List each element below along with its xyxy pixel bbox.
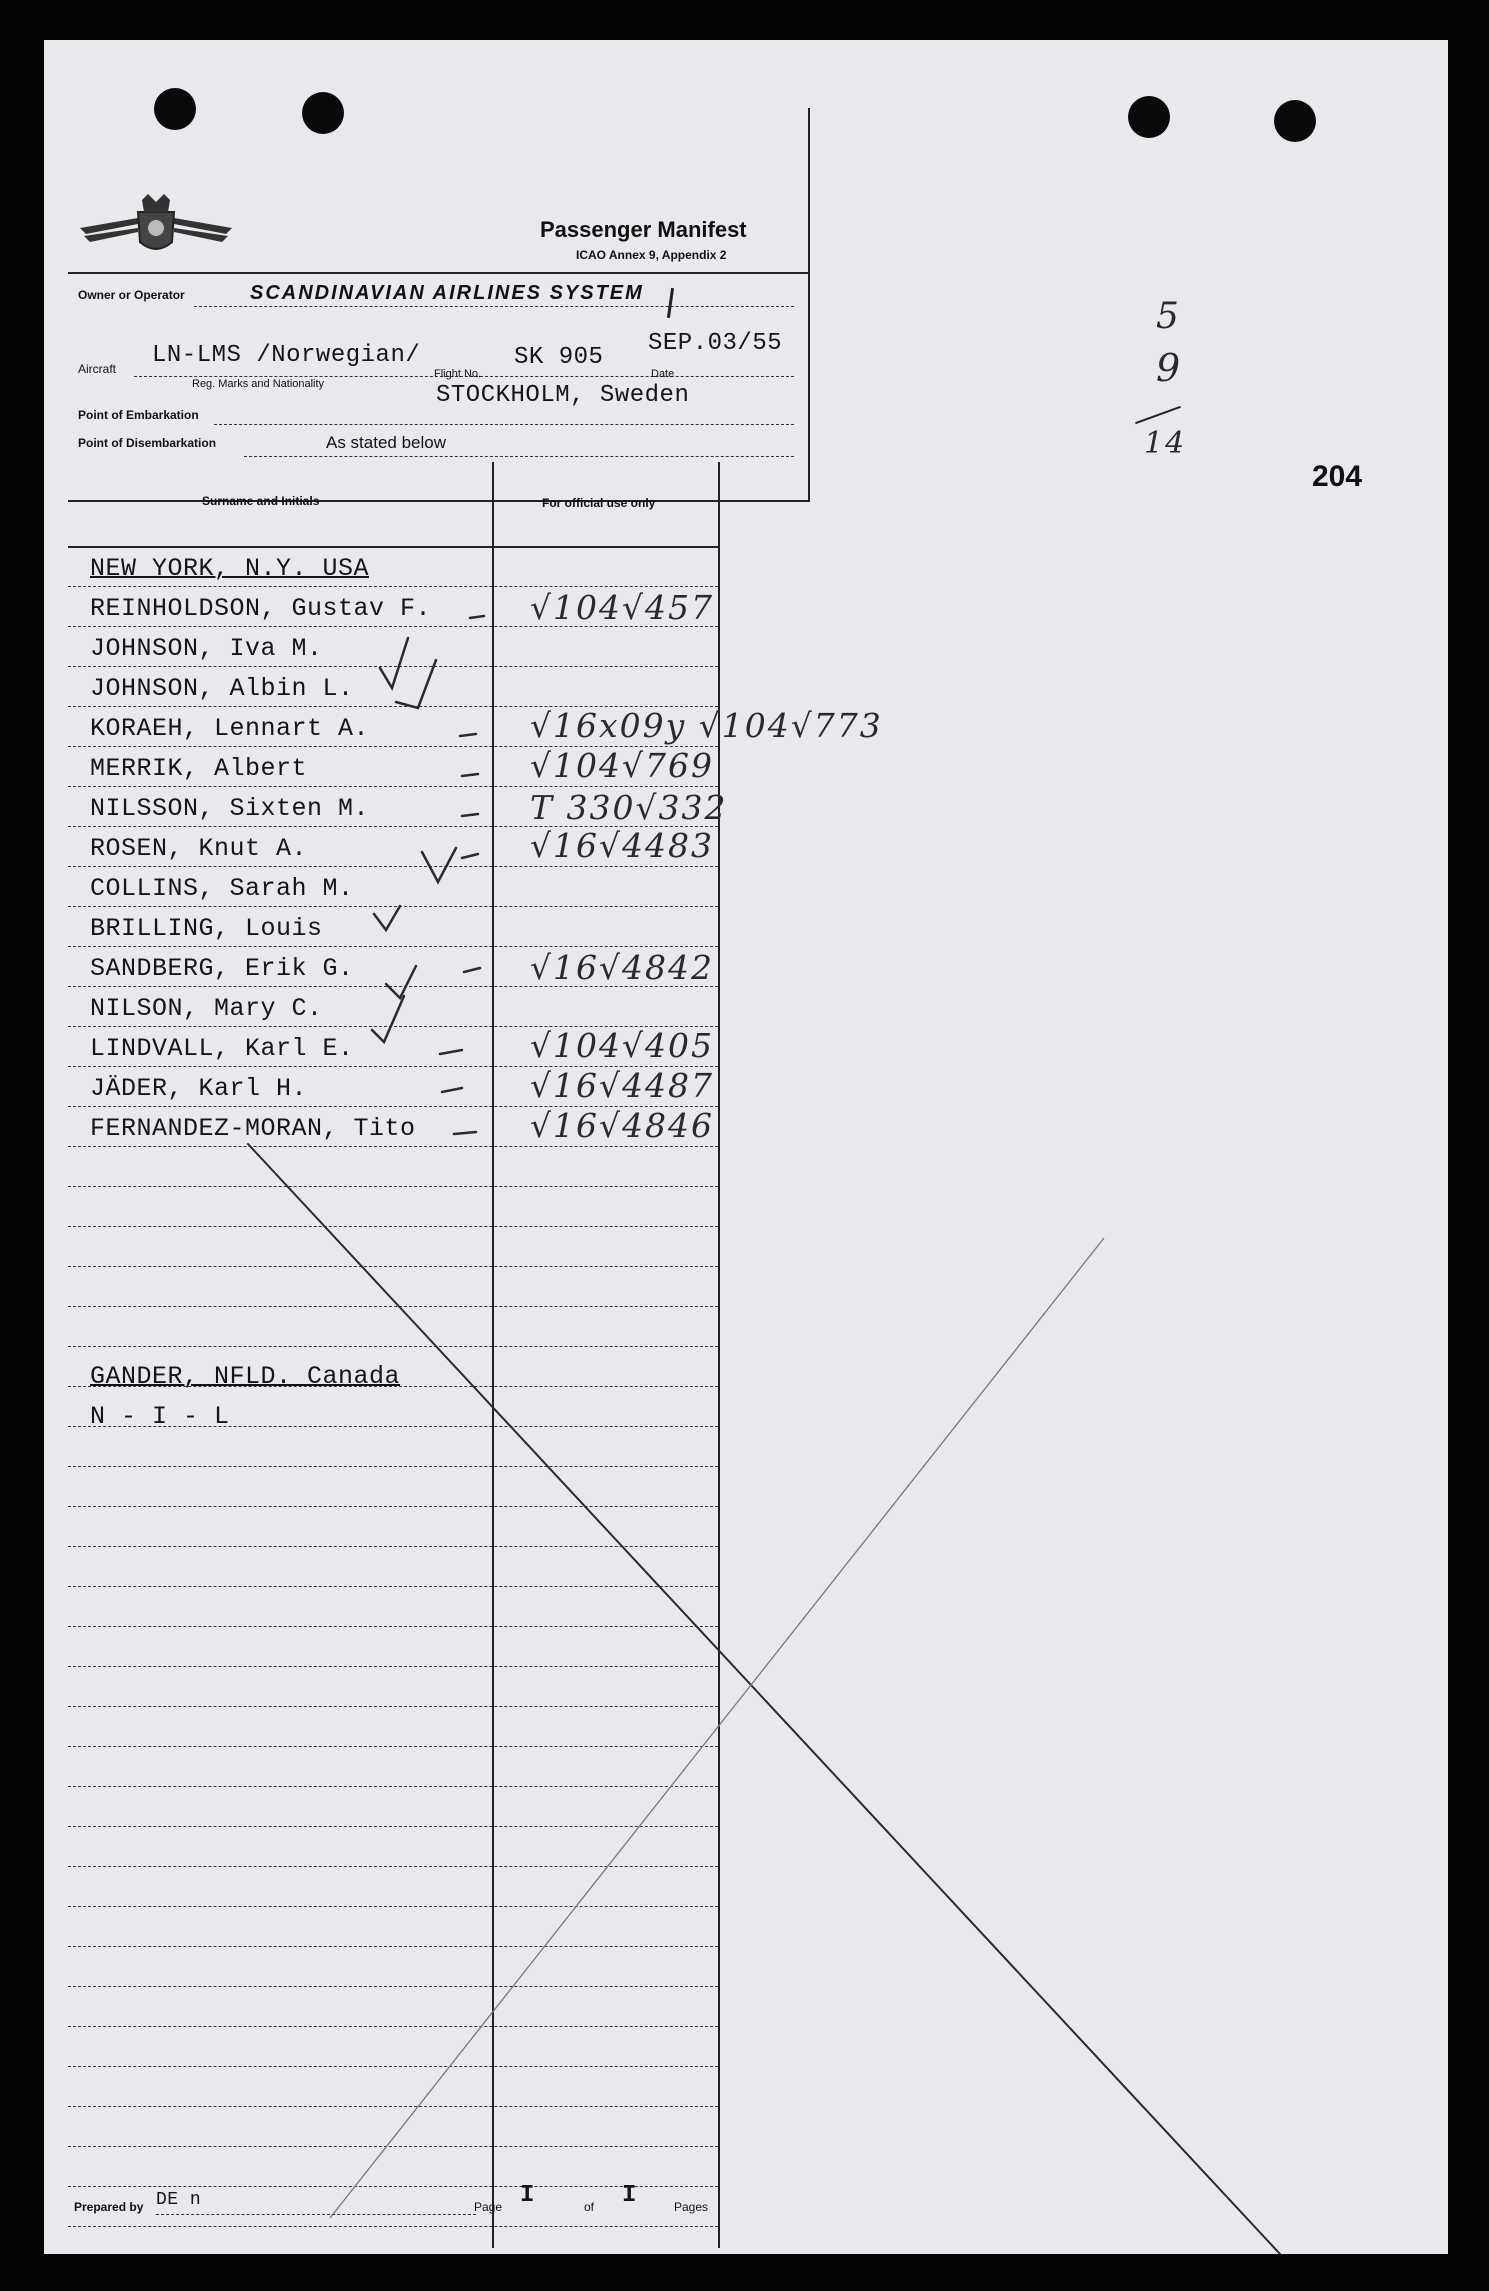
reg-marks-label: Reg. Marks and Nationality [192,378,325,390]
passenger-name: MERRIK, Albert [90,754,308,783]
page-number: I [520,2182,535,2209]
passenger-name: JOHNSON, Iva M. [90,634,323,663]
disembarkation-label: Point of Disembarkation [78,436,217,450]
manifest-page [44,40,1448,2254]
passenger-name: KORAEH, Lennart A. [90,714,370,743]
pen-marks [44,40,1448,2254]
passenger-name: REINHOLDSON, Gustav F. [90,594,432,623]
official-note: √104√405 [530,1026,715,1065]
official-note: √104√457 [530,588,715,627]
passenger-name: FERNANDEZ-MORAN, Tito [90,1114,416,1143]
official-note: √104√769 [530,746,715,785]
aircraft-value: LN-LMS /Norwegian/ [152,342,421,369]
pages-label: Pages [674,2200,709,2214]
official-note: √16√4842 [530,948,715,987]
flight-number-value: SK 905 [514,344,604,371]
date-label: Date [651,368,675,380]
of-label: of [584,2200,595,2214]
destination-heading: GANDER, NFLD. Canada [90,1362,401,1391]
embarkation-label: Point of Embarkation [78,408,199,422]
manifest-subtitle: ICAO Annex 9, Appendix 2 [576,248,727,262]
passenger-name: SANDBERG, Erik G. [90,954,354,983]
owner-value: SCANDINAVIAN AIRLINES SYSTEM [250,282,644,304]
margin-fraction-bottom: 14 [1144,426,1187,461]
passenger-name: JOHNSON, Albin L. [90,674,354,703]
official-note: √16√4483 [530,826,715,865]
passenger-name: NILSSON, Sixten M. [90,794,370,823]
official-note: T 330√332 [530,788,728,827]
margin-fraction-mid: 9 [1156,346,1183,390]
column-header-official: For official use only [542,496,656,510]
passenger-name: ROSEN, Knut A. [90,834,308,863]
prepared-by-value: DE n [156,2190,202,2210]
passenger-name: LINDVALL, Karl E. [90,1034,354,1063]
margin-fraction-top: 5 [1156,296,1181,337]
passenger-name: COLLINS, Sarah M. [90,874,354,903]
official-note: √16√4487 [530,1066,715,1105]
passenger-name: JÄDER, Karl H. [90,1074,308,1103]
passenger-name: N - I - L [90,1402,230,1431]
owner-label: Owner or Operator [78,288,185,302]
official-note: √16√4846 [530,1106,715,1145]
passenger-name: BRILLING, Louis [90,914,323,943]
destination-heading: NEW YORK, N.Y. USA [90,554,370,583]
official-note: √16x09y √104√773 [530,706,883,745]
date-value: SEP.03/55 [648,330,783,357]
column-header-name: Surname and Initials [202,494,320,508]
embarkation-value: STOCKHOLM, Sweden [436,382,690,409]
passenger-name: NILSON, Mary C. [90,994,323,1023]
manifest-title: Passenger Manifest [540,217,747,242]
total-pages: I [622,2182,637,2209]
flight-number-label: Flight No. [434,368,482,380]
disembarkation-value: As stated below [326,433,447,452]
page-stamp-number: 204 [1312,460,1363,493]
aircraft-label: Aircraft [78,362,117,376]
page-label: Page [474,2200,503,2214]
prepared-by-label: Prepared by [74,2200,144,2214]
